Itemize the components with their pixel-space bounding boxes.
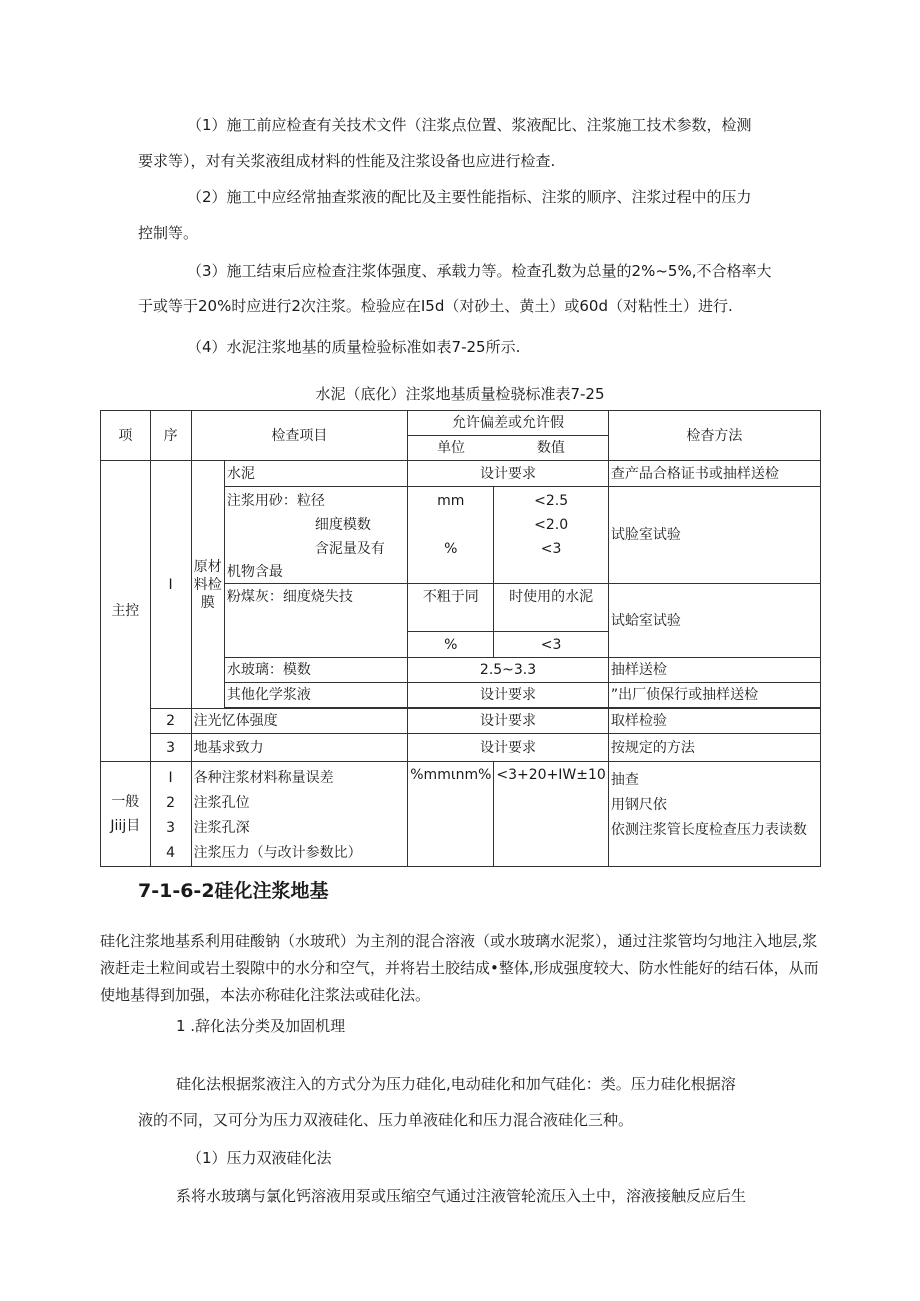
table-caption: 水泥（底化）注浆地基质量检骁标准表7-25 bbox=[315, 385, 605, 403]
general-method: 依测注浆管长度检查压力表读数 bbox=[610, 822, 807, 838]
general-seq-item: 4 bbox=[166, 845, 176, 861]
other-tolerance: 设计要求 bbox=[408, 683, 609, 708]
section-heading: 7-1-6-2硅化注浆地基 bbox=[138, 880, 329, 902]
group-main-control: 主控 bbox=[101, 461, 151, 762]
body-intro: 硅化注浆地基系利用硅酸钠（水玻玳）为主剂的混合溶液（或水玻璃水泥浆），通过注浆管均匀地注入地层,浆液赶走土粒间或岩土裂隙中的水分和空气，并将岩土胶结成•整体,形成强度较大、防水性能好的结石体，从而使地基得到加强，本法亦称硅化注浆法或硅化法。 bbox=[100, 932, 819, 1004]
header-check-item: 检查项目 bbox=[191, 411, 408, 461]
seq-1: I bbox=[150, 461, 191, 709]
strength-item: 注光忆体强度 bbox=[191, 709, 408, 734]
general-item: 注浆压力（与改计参数比） bbox=[193, 845, 362, 861]
glass-tolerance: 2.5~3.3 bbox=[408, 658, 609, 683]
quality-standard-table bbox=[100, 410, 821, 867]
p3-line2: 于或等于20%时应进行2次注浆。检验应在I5d（对砂土、黄土）或60d（对粘性土）进行. bbox=[138, 297, 733, 315]
seq-3: 3 bbox=[150, 734, 191, 762]
p2-line2: 控制等。 bbox=[138, 224, 199, 242]
general-items bbox=[191, 762, 408, 867]
raw-material-label bbox=[191, 461, 224, 709]
flyash-unit-1: 不粗于同 bbox=[408, 584, 494, 632]
strength-method: 取样检验 bbox=[608, 709, 820, 734]
bearing-item: 地基求致力 bbox=[191, 734, 408, 762]
bearing-tolerance: 设计要求 bbox=[408, 734, 609, 762]
flyash-method: 试蛤室试验 bbox=[608, 584, 820, 658]
general-item: 注浆孔深 bbox=[193, 820, 250, 836]
header-unit: 单位 bbox=[408, 436, 494, 461]
group-general-line: Jiij目 bbox=[110, 818, 141, 834]
table-row bbox=[101, 734, 821, 762]
sand-value-line: <3 bbox=[540, 541, 562, 557]
general-item: 注浆孔位 bbox=[193, 795, 250, 811]
cement-method: 查产品合格证书或抽样送检 bbox=[608, 461, 820, 487]
seq-2: 2 bbox=[150, 709, 191, 734]
paragraph-4: （4）水泥注浆地基的质量检验标准如表7-25所示. bbox=[187, 338, 521, 356]
sand-item-line: 细度模数 bbox=[314, 517, 371, 533]
glass-item: 水玻璃：模数 bbox=[224, 658, 407, 683]
general-value: <3+20+IW±10 bbox=[494, 762, 608, 867]
sand-unit-line: mm bbox=[437, 493, 465, 509]
sand-value-line: <2.5 bbox=[534, 493, 569, 509]
other-method: ”出厂侦保行或抽样送检 bbox=[608, 683, 820, 708]
p3-line1: （3）施工结束后应检查注浆体强度、承载力等。检查孔数为总量的2%~5%,不合格率大 bbox=[187, 262, 772, 280]
raw-material-line: 膜 bbox=[200, 594, 215, 611]
sand-method: 试脸室试验 bbox=[608, 487, 820, 584]
subheading-1: 1 .辞化法分类及加固机理 bbox=[176, 1017, 346, 1035]
paragraph-b: 系将水玻璃与氯化钙溶液用泵或压缩空气通过注液管轮流压入土中，溶液接触反应后生 bbox=[176, 1187, 747, 1205]
paragraph-a-line1: 硅化法根据浆液注入的方式分为压力硅化,电动硅化和加气硅化：类。压力硅化根据溶 bbox=[176, 1075, 736, 1093]
general-seq-item: 3 bbox=[166, 820, 176, 836]
sand-value-line: <2.0 bbox=[534, 517, 569, 533]
sand-unit bbox=[408, 487, 494, 584]
sand-unit-line: % bbox=[444, 541, 458, 557]
other-item: 其他化学浆液 bbox=[224, 683, 407, 708]
table-row bbox=[101, 762, 821, 867]
general-method: 抽查 bbox=[610, 772, 639, 788]
header-item: 项 bbox=[101, 411, 151, 461]
table-row bbox=[101, 461, 821, 487]
glass-method: 抽样送检 bbox=[608, 658, 820, 683]
flyash-item: 粉煤灰：细度烧失技 bbox=[224, 584, 407, 658]
paragraph-a-line2: 液的不同，又可分为压力双液硅化、压力单液硅化和压力混合液硅化三种。 bbox=[138, 1111, 634, 1129]
general-seq-item: 2 bbox=[166, 795, 176, 811]
sand-item-line: 含泥量及有 bbox=[314, 541, 385, 557]
flyash-unit-2: % bbox=[408, 632, 494, 658]
sand-item bbox=[224, 487, 407, 584]
bearing-method: 按规定的方法 bbox=[608, 734, 820, 762]
table-row bbox=[101, 709, 821, 734]
cement-item: 水泥 bbox=[224, 461, 407, 487]
general-seq-item: I bbox=[168, 770, 173, 786]
sand-item-line: 机物含最 bbox=[226, 564, 283, 580]
general-item: 各种注浆材料称量误差 bbox=[193, 770, 334, 786]
header-seq: 序 bbox=[150, 411, 191, 461]
group-general bbox=[101, 762, 151, 867]
p2-line1: （2）施工中应经常抽查浆液的配比及主要性能指标、注浆的顺序、注浆过程中的压力 bbox=[187, 188, 752, 206]
header-tolerance: 允许偏差或允许假 bbox=[408, 411, 609, 436]
raw-material-line: 原材 bbox=[193, 558, 222, 575]
strength-tolerance: 设计要求 bbox=[408, 709, 609, 734]
sand-value bbox=[494, 487, 608, 584]
flyash-value-1: 时使用的水泥 bbox=[494, 584, 608, 632]
flyash-value-2: <3 bbox=[494, 632, 608, 658]
table-header-row bbox=[101, 411, 821, 436]
raw-material-line: 料检 bbox=[193, 576, 222, 593]
sand-item-line: 注浆用砂：粒径 bbox=[226, 493, 325, 509]
general-methods bbox=[608, 762, 820, 867]
header-value: 数值 bbox=[494, 436, 608, 461]
general-unit: %mmιnm% bbox=[408, 762, 494, 867]
general-method: 用钢尺依 bbox=[610, 797, 667, 813]
header-method: 检杳方法 bbox=[608, 411, 820, 461]
p1-line1: （1）施工前应检查有关技术文件（注浆点位置、浆液配比、注浆施工技术参数，检测 bbox=[187, 116, 752, 134]
general-seq bbox=[150, 762, 191, 867]
cement-tolerance: 设计要求 bbox=[408, 461, 609, 487]
p1-line2: 要求等），对有关浆液组成材料的性能及注浆设备也应进行检查. bbox=[138, 152, 556, 170]
subheading-2: （1）压力双液硅化法 bbox=[187, 1149, 332, 1167]
group-general-line: 一般 bbox=[111, 794, 140, 810]
